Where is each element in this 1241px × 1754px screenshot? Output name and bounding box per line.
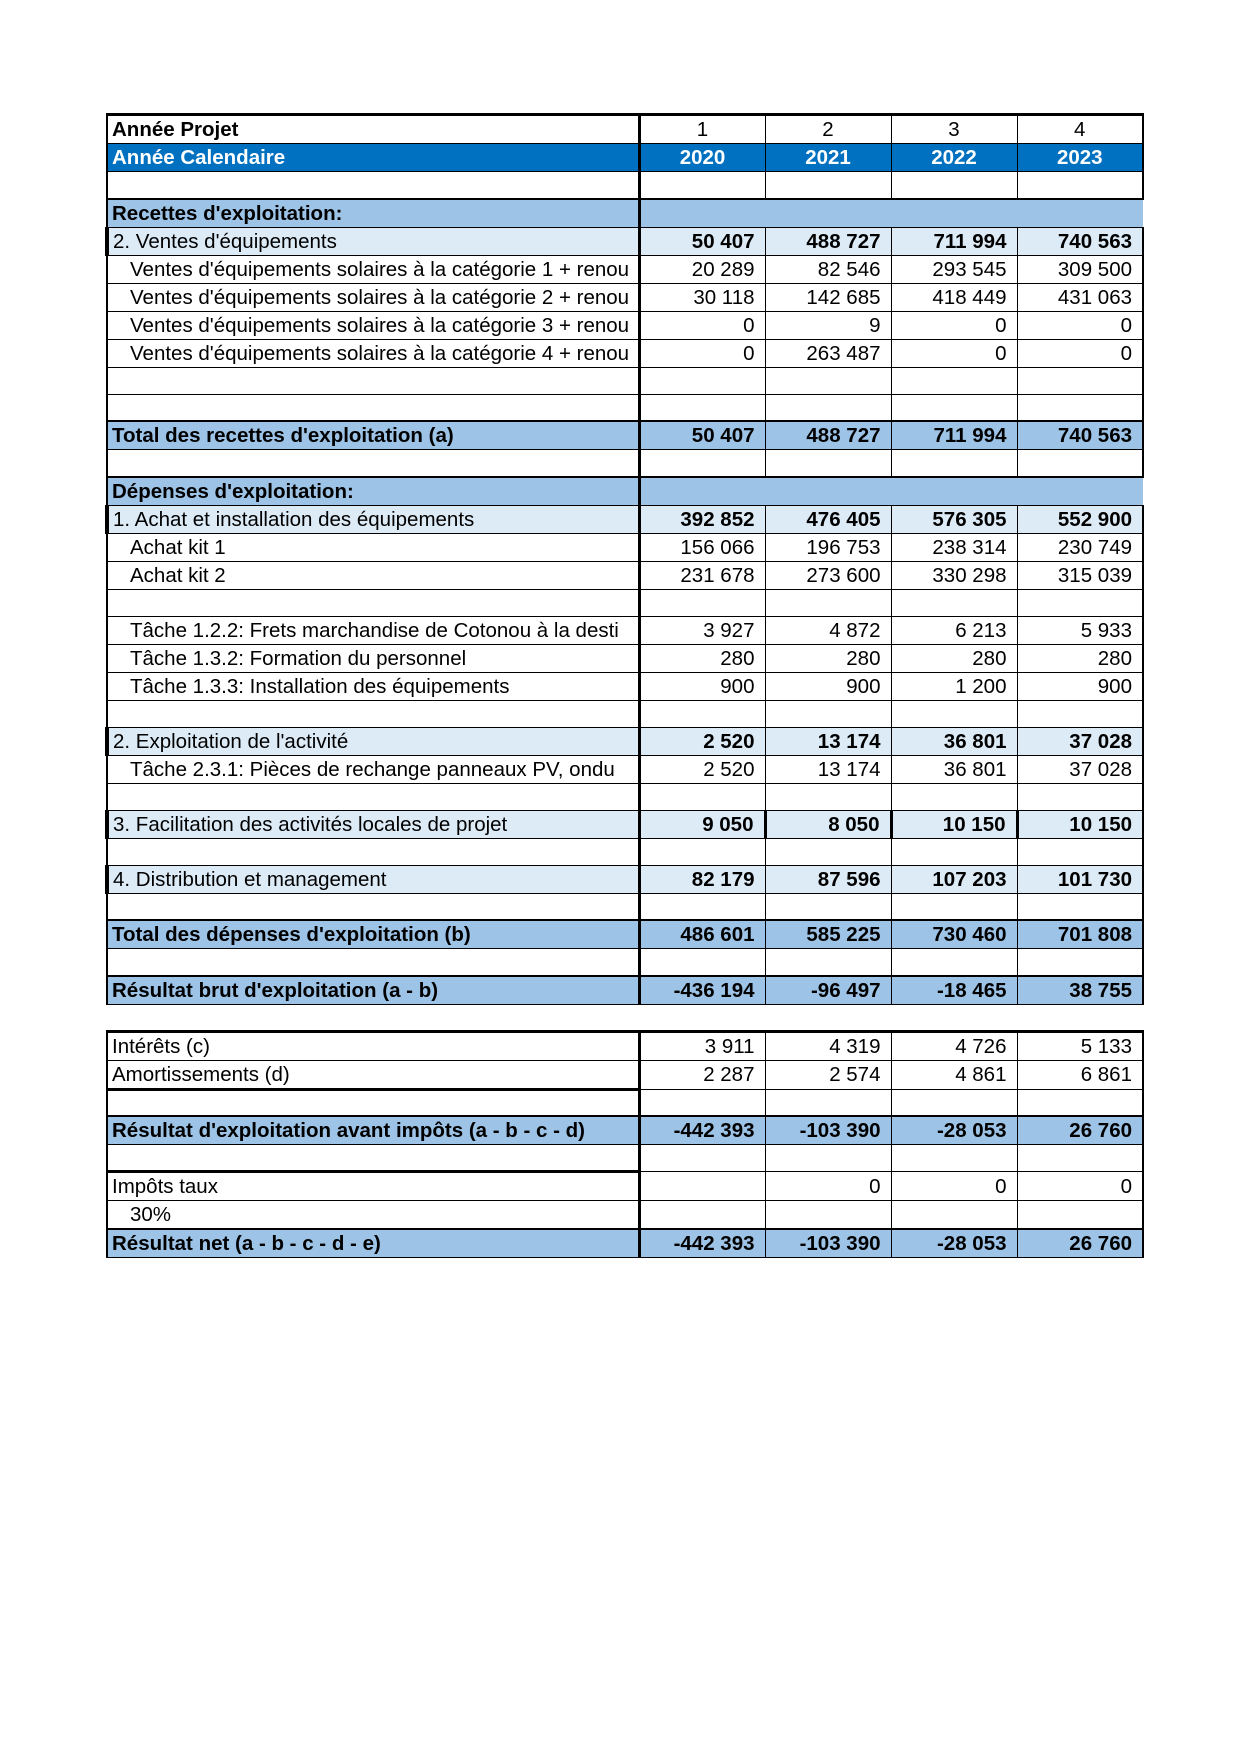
value-cell: 4 319 xyxy=(765,1031,891,1060)
value-cell: 5 933 xyxy=(1017,616,1143,644)
value-cell: -96 497 xyxy=(765,976,891,1005)
value-cell: 50 407 xyxy=(639,227,765,255)
value-cell: 2 520 xyxy=(639,755,765,783)
value-cell: 13 174 xyxy=(765,755,891,783)
tax-row xyxy=(107,1172,1143,1201)
value-cell: 273 600 xyxy=(765,561,891,589)
value-cell: 293 545 xyxy=(891,255,1017,283)
value-cell: 36 801 xyxy=(891,727,1017,755)
tax-rate: 30% xyxy=(107,1201,639,1230)
blank-row xyxy=(107,589,1143,616)
row-label: Tâche 1.2.2: Frets marchandise de Cotonou à la desti xyxy=(107,616,639,644)
value-cell: 37 028 xyxy=(1017,727,1143,755)
value-cell: 196 753 xyxy=(765,533,891,561)
row-label: Tâche 1.3.3: Installation des équipements xyxy=(107,672,639,700)
blank-row xyxy=(107,172,1143,199)
value-cell: 476 405 xyxy=(765,505,891,533)
calendar-year-cell: 2022 xyxy=(891,144,1017,172)
line-item-row xyxy=(107,339,1143,367)
row-label: Amortissements (d) xyxy=(107,1060,639,1089)
row-label: Ventes d'équipements solaires à la catégorie 2 + renou xyxy=(107,283,639,311)
value-cell: 730 460 xyxy=(891,920,1017,949)
value-cell: 0 xyxy=(891,339,1017,367)
value-cell: 10 150 xyxy=(891,810,1017,838)
value-cell: 238 314 xyxy=(891,533,1017,561)
blank-row xyxy=(107,1145,1143,1172)
value-cell: 263 487 xyxy=(765,339,891,367)
value-cell: 4 861 xyxy=(891,1060,1017,1089)
value-cell: 330 298 xyxy=(891,561,1017,589)
value-cell: 711 994 xyxy=(891,421,1017,450)
value-cell: 0 xyxy=(1017,339,1143,367)
line-item-row xyxy=(107,283,1143,311)
project-year-row xyxy=(107,115,1143,144)
section-title: Dépenses d'exploitation: xyxy=(107,477,639,506)
value-cell: 392 852 xyxy=(639,505,765,533)
value-cell: 488 727 xyxy=(765,421,891,450)
row-label: 1. Achat et installation des équipements xyxy=(107,505,639,533)
total-revenues-row xyxy=(107,421,1143,450)
calendar-year-cell: 2023 xyxy=(1017,144,1143,172)
row-label: Impôts taux xyxy=(107,1172,639,1201)
value-cell: 13 174 xyxy=(765,727,891,755)
value-cell: -442 393 xyxy=(639,1229,765,1258)
blank-row xyxy=(107,1089,1143,1116)
value-cell: 37 028 xyxy=(1017,755,1143,783)
value-cell: -28 053 xyxy=(891,1116,1017,1145)
value-cell: 0 xyxy=(765,1172,891,1201)
blank-row xyxy=(107,394,1143,421)
value-cell: 142 685 xyxy=(765,283,891,311)
revenues-section-header xyxy=(107,199,1143,228)
row-label: Tâche 1.3.2: Formation du personnel xyxy=(107,644,639,672)
value-cell: 3 927 xyxy=(639,616,765,644)
value-cell: 9 xyxy=(765,311,891,339)
row-label: 4. Distribution et management xyxy=(107,865,639,893)
value-cell: 900 xyxy=(1017,672,1143,700)
value-cell: 2 574 xyxy=(765,1060,891,1089)
value-cell: 900 xyxy=(765,672,891,700)
value-cell: 156 066 xyxy=(639,533,765,561)
value-cell: 9 050 xyxy=(639,810,765,838)
row-label: Achat kit 1 xyxy=(107,533,639,561)
value-cell: -18 465 xyxy=(891,976,1017,1005)
expenses-section-header xyxy=(107,477,1143,506)
subtotal-row xyxy=(107,865,1143,893)
pretax-result-row xyxy=(107,1116,1143,1145)
blank-row xyxy=(107,367,1143,394)
blank-row xyxy=(107,783,1143,810)
calendar-year-row xyxy=(107,144,1143,172)
project-year-cell: 3 xyxy=(891,115,1017,144)
value-cell: 50 407 xyxy=(639,421,765,450)
value-cell: 20 289 xyxy=(639,255,765,283)
project-year-label: Année Projet xyxy=(107,115,639,144)
blank-row xyxy=(107,450,1143,477)
row-label: 2. Exploitation de l'activité xyxy=(107,727,639,755)
row-label: 2. Ventes d'équipements xyxy=(107,227,639,255)
row-label: Résultat brut d'exploitation (a - b) xyxy=(107,976,639,1005)
value-cell: 10 150 xyxy=(1017,810,1143,838)
gross-result-row xyxy=(107,976,1143,1005)
line-item-row xyxy=(107,561,1143,589)
section-title: Recettes d'exploitation: xyxy=(107,199,639,228)
value-cell: -436 194 xyxy=(639,976,765,1005)
calendar-year-cell: 2020 xyxy=(639,144,765,172)
value-cell: 315 039 xyxy=(1017,561,1143,589)
value-cell: 585 225 xyxy=(765,920,891,949)
line-item-row xyxy=(107,616,1143,644)
subtotal-row xyxy=(107,227,1143,255)
value-cell: 6 213 xyxy=(891,616,1017,644)
spacer-row xyxy=(107,1004,1143,1031)
value-cell: 2 287 xyxy=(639,1060,765,1089)
value-cell: 309 500 xyxy=(1017,255,1143,283)
value-cell: 701 808 xyxy=(1017,920,1143,949)
value-cell: 280 xyxy=(1017,644,1143,672)
total-expenses-row xyxy=(107,920,1143,949)
value-cell: 740 563 xyxy=(1017,227,1143,255)
project-year-cell: 1 xyxy=(639,115,765,144)
value-cell: 0 xyxy=(891,1172,1017,1201)
line-item-row xyxy=(107,644,1143,672)
value-cell: 0 xyxy=(891,311,1017,339)
value-cell: 418 449 xyxy=(891,283,1017,311)
value-cell: 576 305 xyxy=(891,505,1017,533)
net-result-row xyxy=(107,1229,1143,1258)
value-cell: 280 xyxy=(639,644,765,672)
value-cell: -28 053 xyxy=(891,1229,1017,1258)
value-cell: 107 203 xyxy=(891,865,1017,893)
row-label: Intérêts (c) xyxy=(107,1031,639,1060)
value-cell: 87 596 xyxy=(765,865,891,893)
value-cell: 280 xyxy=(765,644,891,672)
row-label: Total des dépenses d'exploitation (b) xyxy=(107,920,639,949)
line-item-row xyxy=(107,755,1143,783)
subtotal-row xyxy=(107,810,1143,838)
row-label: Ventes d'équipements solaires à la catégorie 3 + renou xyxy=(107,311,639,339)
value-cell: 0 xyxy=(639,339,765,367)
value-cell: 1 200 xyxy=(891,672,1017,700)
value-cell: 0 xyxy=(1017,311,1143,339)
row-label: 3. Facilitation des activités locales de projet xyxy=(107,810,639,838)
calendar-year-cell: 2021 xyxy=(765,144,891,172)
blank-row xyxy=(107,838,1143,865)
value-cell: 101 730 xyxy=(1017,865,1143,893)
value-cell: 0 xyxy=(1017,1172,1143,1201)
value-cell: 431 063 xyxy=(1017,283,1143,311)
row-label: Résultat net (a - b - c - d - e) xyxy=(107,1229,639,1258)
blank-row xyxy=(107,949,1143,976)
value-cell: 3 911 xyxy=(639,1031,765,1060)
subtotal-row xyxy=(107,505,1143,533)
line-item-row xyxy=(107,672,1143,700)
subtotal-row xyxy=(107,727,1143,755)
value-cell: 4 872 xyxy=(765,616,891,644)
value-cell: 486 601 xyxy=(639,920,765,949)
value-cell: 900 xyxy=(639,672,765,700)
blank-row xyxy=(107,700,1143,727)
blank-row xyxy=(107,893,1143,920)
value-cell: -103 390 xyxy=(765,1116,891,1145)
value-cell: 740 563 xyxy=(1017,421,1143,450)
value-cell: 6 861 xyxy=(1017,1060,1143,1089)
row-label: Tâche 2.3.1: Pièces de rechange panneaux PV, ondu xyxy=(107,755,639,783)
tax-rate-row xyxy=(107,1201,1143,1230)
value-cell: 230 749 xyxy=(1017,533,1143,561)
depreciation-row xyxy=(107,1060,1143,1089)
value-cell xyxy=(639,1172,765,1201)
value-cell: 82 179 xyxy=(639,865,765,893)
value-cell: 26 760 xyxy=(1017,1116,1143,1145)
row-label: Ventes d'équipements solaires à la catégorie 4 + renou xyxy=(107,339,639,367)
line-item-row xyxy=(107,311,1143,339)
value-cell: -442 393 xyxy=(639,1116,765,1145)
line-item-row xyxy=(107,255,1143,283)
value-cell: 38 755 xyxy=(1017,976,1143,1005)
value-cell: 280 xyxy=(891,644,1017,672)
value-cell: 0 xyxy=(639,311,765,339)
value-cell: 711 994 xyxy=(891,227,1017,255)
interest-row xyxy=(107,1031,1143,1060)
value-cell: 4 726 xyxy=(891,1031,1017,1060)
value-cell: 488 727 xyxy=(765,227,891,255)
value-cell: 8 050 xyxy=(765,810,891,838)
value-cell: 2 520 xyxy=(639,727,765,755)
line-item-row xyxy=(107,533,1143,561)
calendar-year-label: Année Calendaire xyxy=(107,144,639,172)
value-cell: 26 760 xyxy=(1017,1229,1143,1258)
value-cell: -103 390 xyxy=(765,1229,891,1258)
row-label: Résultat d'exploitation avant impôts (a - b - c - d) xyxy=(107,1116,639,1145)
row-label: Ventes d'équipements solaires à la catégorie 1 + renou xyxy=(107,255,639,283)
value-cell: 82 546 xyxy=(765,255,891,283)
value-cell: 231 678 xyxy=(639,561,765,589)
value-cell: 36 801 xyxy=(891,755,1017,783)
row-label: Total des recettes d'exploitation (a) xyxy=(107,421,639,450)
project-year-cell: 4 xyxy=(1017,115,1143,144)
value-cell: 552 900 xyxy=(1017,505,1143,533)
row-label: Achat kit 2 xyxy=(107,561,639,589)
project-year-cell: 2 xyxy=(765,115,891,144)
value-cell: 5 133 xyxy=(1017,1031,1143,1060)
income-statement-table xyxy=(105,113,1144,1258)
value-cell: 30 118 xyxy=(639,283,765,311)
